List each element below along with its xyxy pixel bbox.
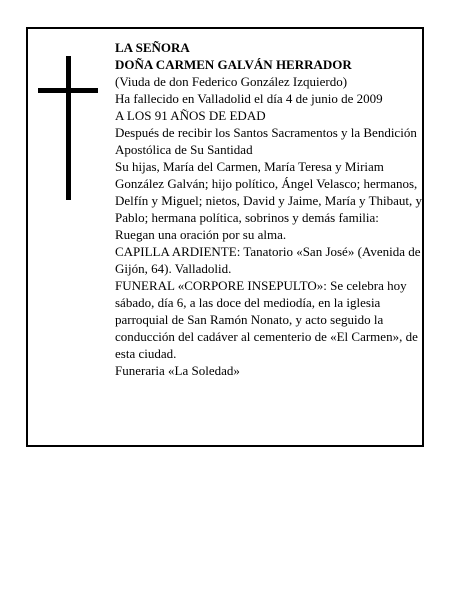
deceased-name: DOÑA CARMEN GALVÁN HERRADOR [115, 57, 352, 72]
chapel-info: CAPILLA ARDIENTE: Tanatorio «San José» (Avenida de Gijón, 64). Valladolid. [115, 244, 421, 276]
cross-horizontal-bar [38, 88, 98, 93]
widow-of: (Viuda de don Federico González Izquierdo) [115, 74, 348, 89]
notice-text [115, 39, 425, 379]
death-statement: Ha fallecido en Valladolid el día 4 de junio de 2009 [115, 91, 383, 106]
age-statement: A LOS 91 AÑOS DE EDAD [115, 108, 266, 123]
funeral-home: Funeraria «La Soledad» [115, 363, 240, 378]
notice-title: LA SEÑORA [115, 40, 190, 55]
sacraments-statement: Después de recibir los Santos Sacramentos y la Bendición Apostólica de Su Santidad [115, 125, 417, 157]
prayer-request: Ruegan una oración por su alma. [115, 227, 287, 242]
funeral-info: FUNERAL «CORPORE INSEPULTO»: Se celebra hoy sábado, día 6, a las doce del mediodía, en la iglesia parroquial de San Ramón Nonato, y acto seguido la conducción del cadáver al cementerio de «El Carmen», de esta ciudad. [115, 278, 418, 361]
cross-vertical-bar [66, 56, 71, 200]
family-list: Su hijas, María del Carmen, María Teresa y Miriam González Galván; hijo político, Ángel Velasco; hermanos, Delfín y Miguel; nietos, David y Jaime, María y Thibaut, y Pablo; hermana política, sobrinos y demás familia: [115, 159, 423, 225]
obituary-notice [26, 27, 424, 447]
cross-icon [38, 56, 98, 200]
